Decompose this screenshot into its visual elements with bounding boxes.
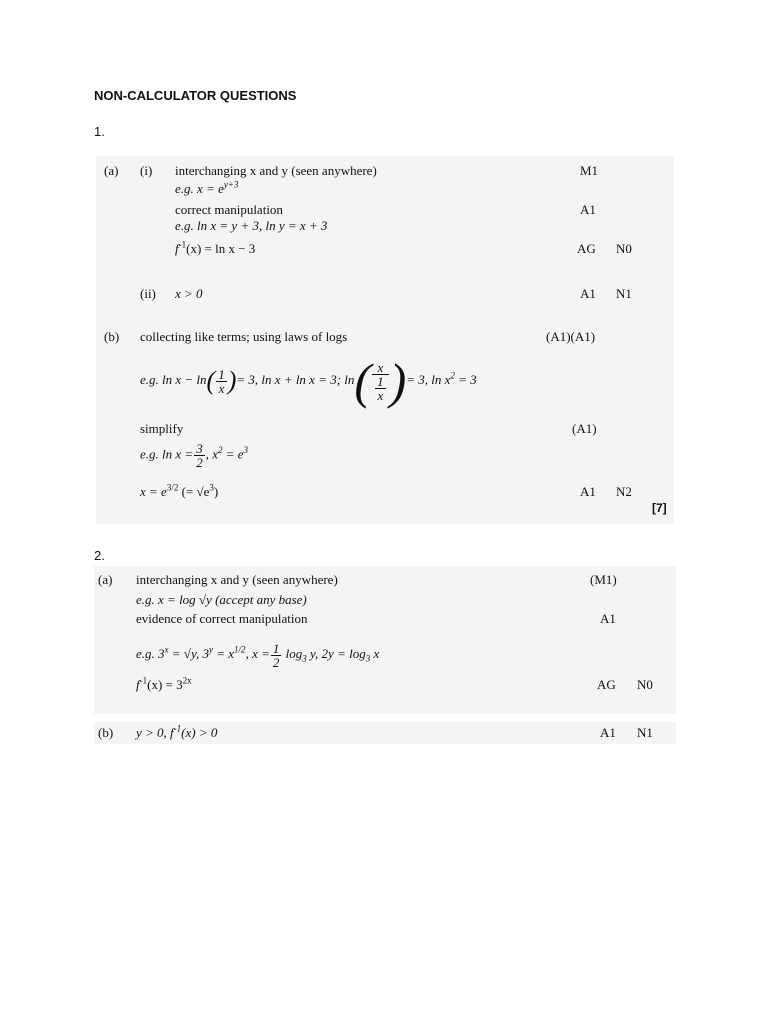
q1-a-line1: interchanging x and y (seen anywhere) — [175, 163, 377, 178]
q1-a-line2-mark: A1 — [580, 202, 596, 217]
q1-b-final-mark1: A1 — [580, 484, 596, 499]
q1-b-line1-mark: (A1)(A1) — [546, 329, 596, 344]
q1-a-eg1: e.g. $x = e^{y+3}$ — [175, 179, 239, 196]
q1-b-eg: e.g. ln x − ln( $\frac{1}{x}$ )= 3, ln x + ln x = 3; ln( $\frac{x}{\frac{1}{x}}$ )= 3, $\ln x^2 = 3$ — [140, 353, 477, 410]
q2-part-b-label: (b) — [98, 725, 114, 740]
q1-b-simplify-eg: e.g. ln x = $\frac{3}{2}$ , $x^2 = e^3$ — [140, 441, 249, 470]
q1-b-final-mark2: N2 — [616, 484, 632, 499]
question-1-number: 1. — [94, 124, 105, 139]
q1-a-eg2: e.g. ln x = y + 3, ln y = x + 3 — [175, 218, 328, 233]
q1-a-line1-mark: M1 — [580, 163, 599, 178]
q1-a-ii-text: x > 0 — [175, 286, 203, 301]
q1-b-simplify: simplify — [140, 421, 184, 436]
q2-a-result-mark1: AG — [597, 677, 616, 692]
q1-total-marks: [7] — [652, 501, 667, 515]
q2-a-result-mark2: N0 — [637, 677, 653, 692]
q2-b-text: y > 0, $f^{-1}(x) > 0$ — [136, 723, 218, 740]
q1-part-a-ii-label: (ii) — [140, 286, 156, 301]
q1-b-simplify-mark: (A1) — [572, 421, 597, 436]
q1-a-line2: correct manipulation — [175, 202, 283, 217]
q1-part-a-label: (a) — [104, 163, 119, 178]
q1-a-ii-mark2: N1 — [616, 286, 632, 301]
q1-a-result: $f^{-1}(x) = \ln x - 3$ — [175, 239, 256, 256]
q2-a-line1: interchanging x and y (seen anywhere) — [136, 572, 338, 587]
q2-a-eg1: e.g. x = log √y (accept any base) — [136, 592, 307, 607]
q2-a-result: $f^{-1}(x) = 3^{2x}$ — [136, 675, 192, 692]
q2-b-mark2: N1 — [637, 725, 653, 740]
q1-a-result-mark1: AG — [577, 241, 596, 256]
q2-a-line1-mark: (M1) — [590, 572, 617, 587]
q1-part-a-i-label: (i) — [140, 163, 153, 178]
page-heading: NON-CALCULATOR QUESTIONS — [94, 88, 297, 103]
q2-b-mark1: A1 — [600, 725, 616, 740]
q1-part-b-label: (b) — [104, 329, 120, 344]
q2-part-a-label: (a) — [98, 572, 113, 587]
q2-a-eg2: e.g. $3^x = √y$, $3^y = x^{1/2}$, x = $\frac{1}{2}$ $\log_3 y$, $2y = \log_3 x$ — [136, 640, 380, 670]
q1-b-line1: collecting like terms; using laws of logs — [140, 329, 348, 344]
q2-a-line2: evidence of correct manipulation — [136, 611, 308, 626]
q1-b-final: $x = e^{3/2}$ (= $√e^3$) — [140, 482, 219, 499]
q1-a-result-mark2: N0 — [616, 241, 632, 256]
question-2-number: 2. — [94, 548, 105, 563]
q1-a-ii-mark1: A1 — [580, 286, 596, 301]
q2-a-line2-mark: A1 — [600, 611, 616, 626]
